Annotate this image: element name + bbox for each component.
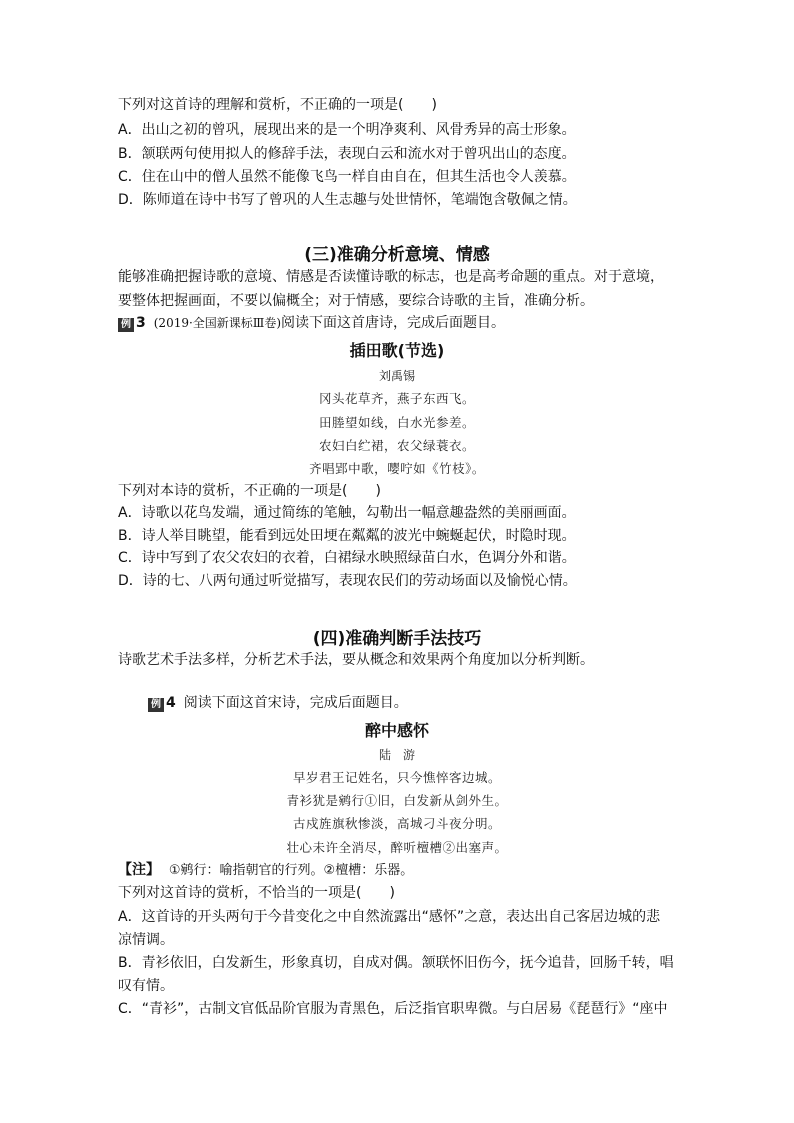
example-instruction: 阅读下面这首宋诗，完成后面题目。: [183, 695, 408, 711]
example-line: [148, 694, 408, 712]
poem-author: 刘禹锡: [378, 369, 415, 383]
question-text: 下列对这首诗的理解和赏析，不正确的一项是( ): [118, 97, 437, 113]
poem-title: 插田歌(节选): [349, 341, 445, 360]
example-number: 4: [166, 695, 176, 711]
poem-line: 农妇白纻裙，农父绿蓑衣。: [318, 438, 475, 453]
option-d: D．陈师道在诗中书写了曾巩的人生志趣与处世情怀，笔端饱含敬佩之情。: [118, 192, 577, 208]
poem-line: 齐唱郢中歌，嘤咛如《竹枝》。: [309, 461, 485, 476]
intro-text: 能够准确把握诗歌的意境、情感是否读懂诗歌的标志，也是高考命题的重点。对于意境，: [118, 269, 664, 285]
option-a-continued: 凉情调。: [118, 932, 174, 948]
poem-title: 醉中感怀: [364, 721, 429, 740]
question-text: 下列对这首诗的赏析，不恰当的一项是( ): [118, 885, 395, 901]
option-b-continued: 叹有情。: [118, 978, 174, 994]
note-label: 【注】: [118, 862, 160, 878]
option-c: C．住在山中的僧人虽然不能像飞鸟一样自由自在，但其生活也令人羡慕。: [118, 169, 576, 185]
poem-line: 壮心未许全消尽，醉听檀槽②出塞声。: [286, 840, 508, 855]
intro-text: 诗歌艺术手法多样，分析艺术手法，要从概念和效果两个角度加以分析判断。: [118, 652, 594, 668]
example-badge: 例: [148, 698, 164, 712]
option-b: B．青衫依旧，白发新生，形象真切，自成对偶。颔联怀旧伤今，抚今追昔，回肠千转，唱: [118, 955, 674, 971]
note-text: ①鹓行：喻指朝官的行列。②檀槽：乐器。: [168, 863, 414, 878]
poem-line: 古戍旌旗秋惨淡，高城刁斗夜分明。: [292, 816, 501, 831]
example-source: (2019·全国新课标Ⅲ卷): [153, 316, 282, 330]
option-d: D．诗的七、八两句通过听觉描写，表现农民们的劳动场面以及愉悦心情。: [118, 573, 577, 589]
intro-text: 要整体把握画面，不要以偏概全；对于情感，要综合诗歌的主旨，准确分析。: [118, 293, 594, 309]
example-badge: 例: [118, 318, 134, 332]
option-a: A．这首诗的开头两句于今昔变化之中自然流露出“感怀”之意，表达出自己客居边城的悲: [118, 909, 661, 925]
example-number: 3: [136, 315, 146, 331]
option-a: A．诗歌以花鸟发端，通过简练的笔触，勾勒出一幅意趣盎然的美丽画面。: [118, 505, 576, 521]
option-c: C．“青衫”，古制文官低品阶官服为青黑色，后泛指官职卑微。与白居易《琵琶行》“座中: [118, 1001, 668, 1017]
poem-line: 早岁君王记姓名，只今憔悴客边城。: [292, 770, 501, 785]
option-c: C．诗中写到了农父农妇的衣着，白裙绿水映照绿苗白水，色调分外和谐。: [118, 550, 576, 566]
section-heading: (三)准确分析意境、情感: [304, 245, 490, 265]
poem-line: 青衫犹是鹓行①旧，白发新从剑外生。: [286, 793, 508, 808]
option-b: B．诗人举目眺望，能看到远处田埂在粼粼的波光中蜿蜒起伏，时隐时现。: [118, 528, 576, 544]
option-a: A．出山之初的曾巩，展现出来的是一个明净爽利、风骨秀异的高士形象。: [118, 122, 576, 138]
note-line: [118, 861, 413, 880]
poem-line: 冈头花草齐，燕子东西飞。: [318, 391, 475, 406]
section-heading: (四)准确判断手法技巧: [312, 629, 482, 649]
example-instruction: 阅读下面这首唐诗，完成后面题目。: [281, 315, 506, 331]
example-line: [118, 314, 505, 332]
question-text: 下列对本诗的赏析，不正确的一项是( ): [118, 483, 381, 499]
poem-line: 田塍望如线，白水光参差。: [318, 415, 475, 430]
poem-author: 陆 游: [378, 748, 415, 762]
option-b: B．颔联两句使用拟人的修辞手法，表现白云和流水对于曾巩出山的态度。: [118, 146, 576, 162]
